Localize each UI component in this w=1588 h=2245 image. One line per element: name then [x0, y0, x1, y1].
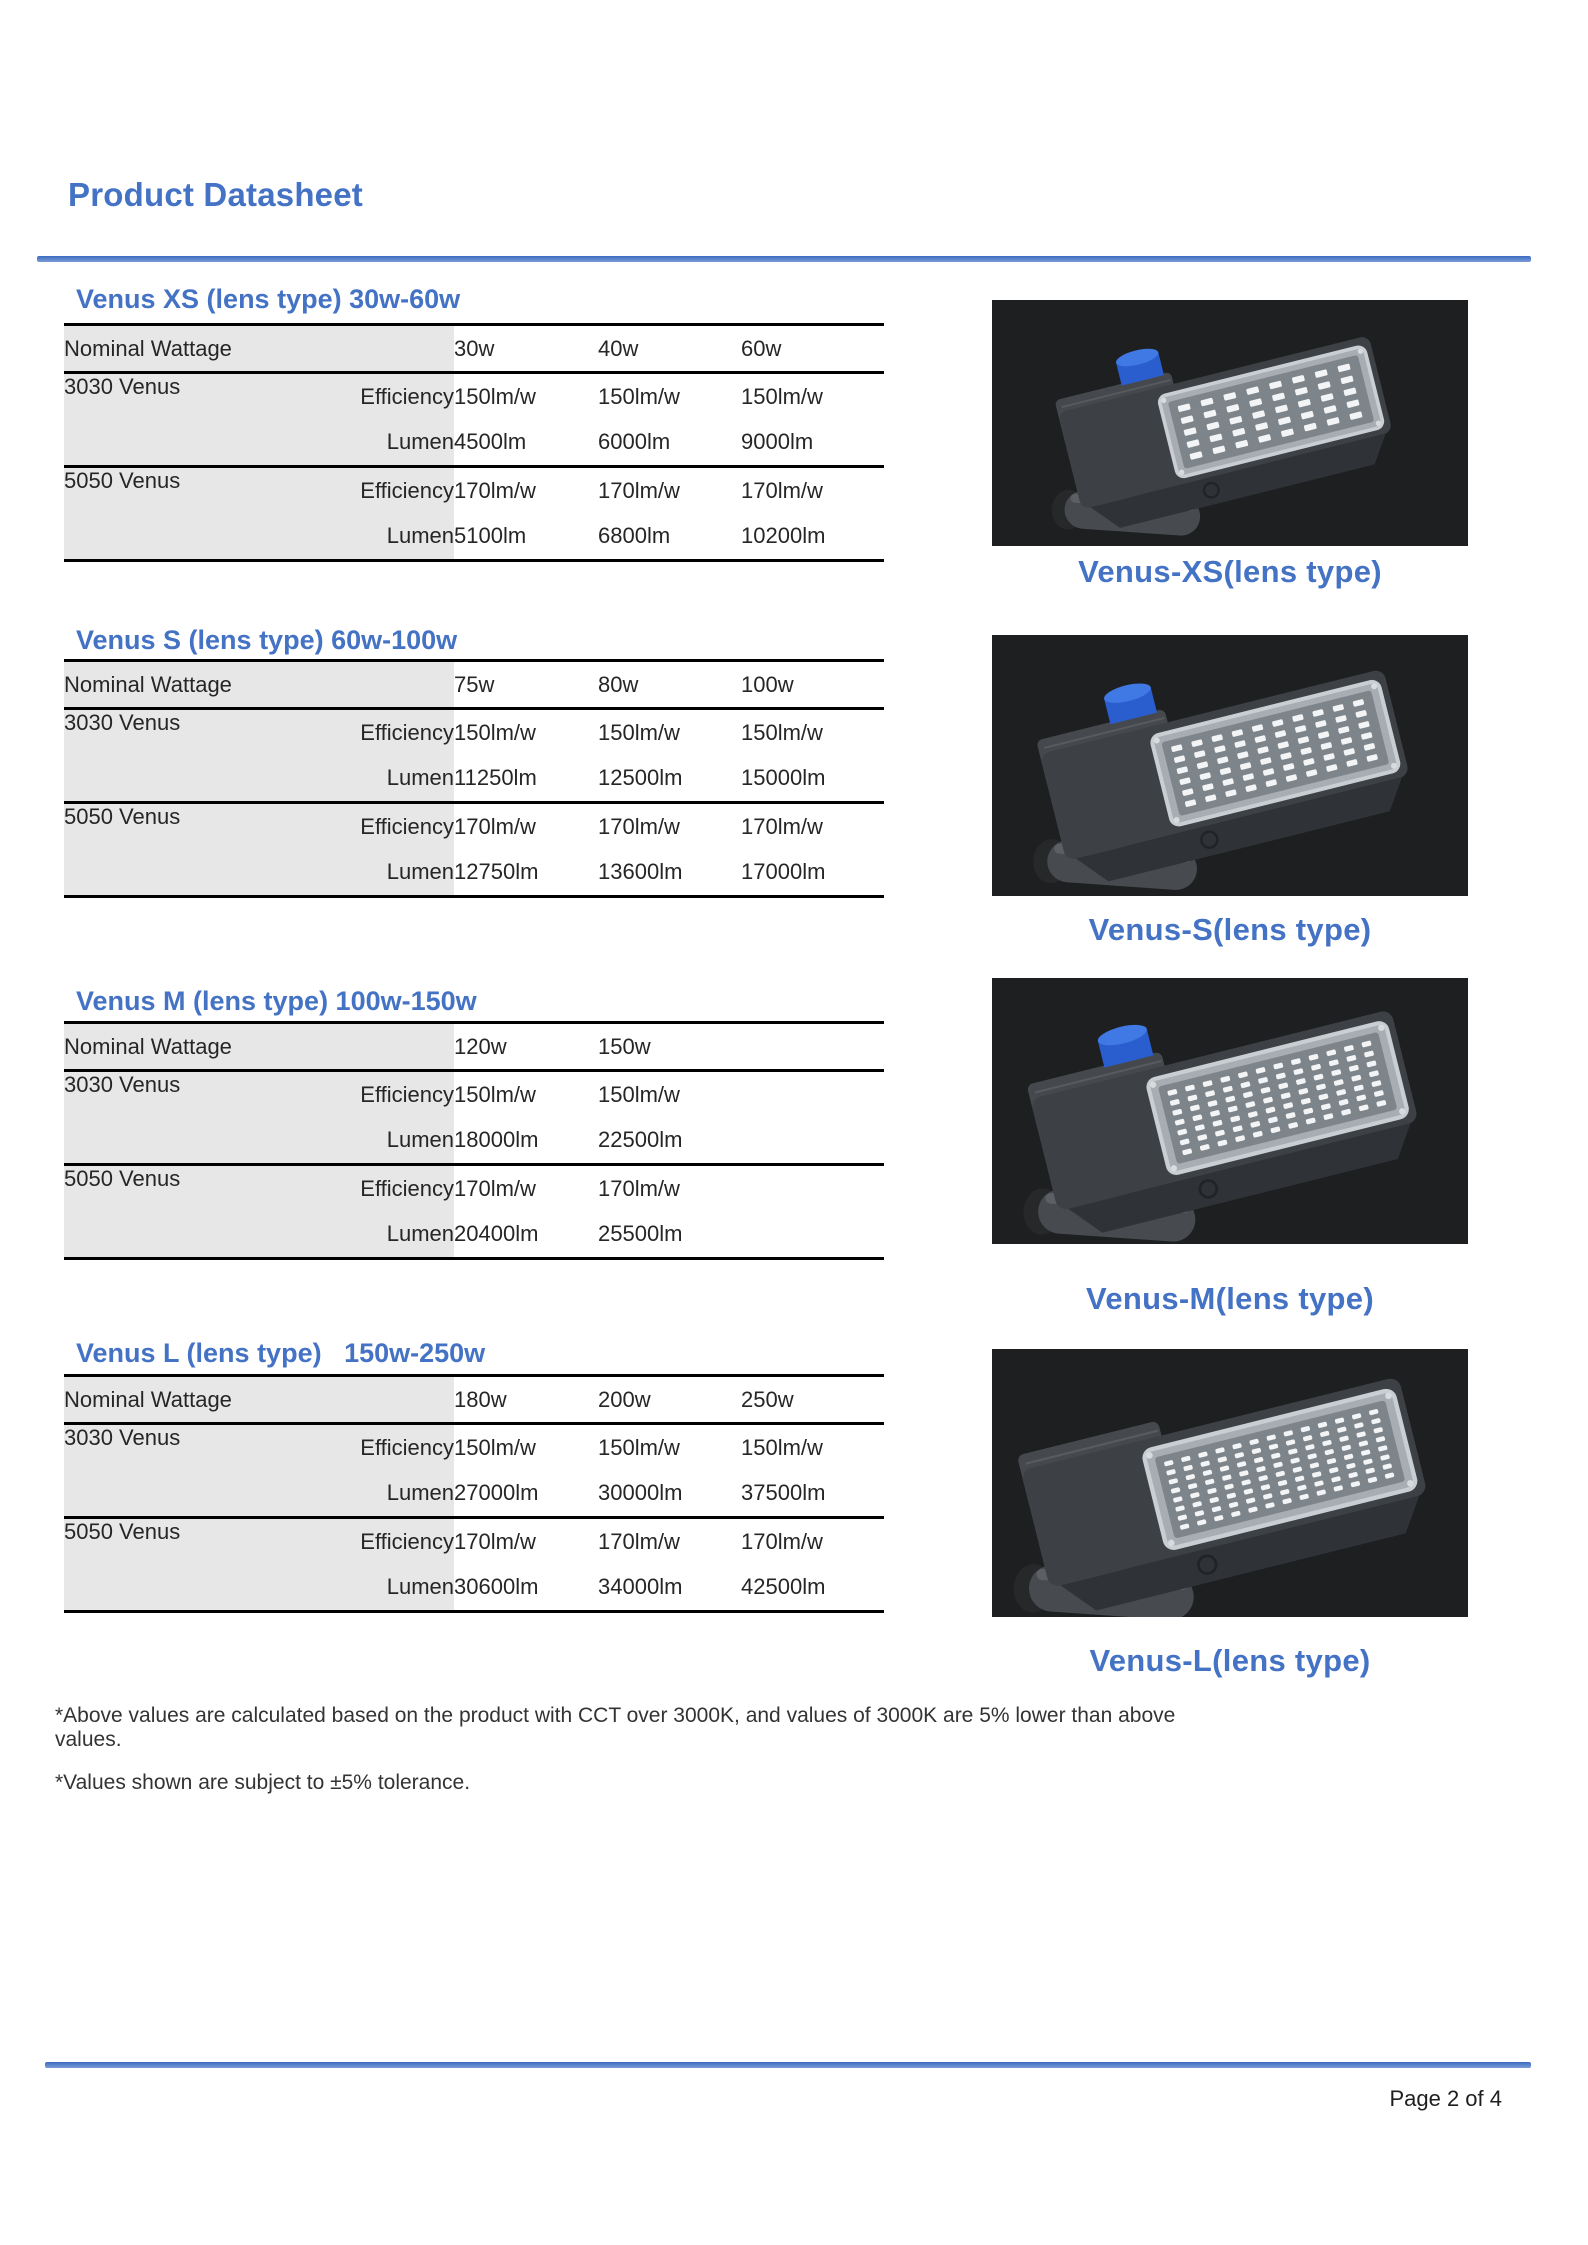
- value-cell: 17000lm: [741, 850, 884, 897]
- value-cell: [741, 1165, 884, 1212]
- footnotes: [55, 1704, 1235, 1795]
- wattage-header-cell: 30w: [454, 325, 598, 373]
- wattage-header-cell: 180w: [454, 1376, 598, 1424]
- value-cell: 150lm/w: [454, 373, 598, 420]
- value-cell: 150lm/w: [454, 1071, 598, 1118]
- wattage-header-cell: 100w: [741, 661, 884, 709]
- table-header-row: [64, 1023, 884, 1071]
- value-cell: 170lm/w: [741, 1518, 884, 1565]
- metric-label-cell: Lumen: [304, 1565, 454, 1612]
- wattage-header-cell: 80w: [598, 661, 741, 709]
- footnote-cct: *Above values are calculated based on the product with CCT over 3000K, and values of 3000K are 5% lower than above values.: [55, 1704, 1176, 1751]
- metric-label-cell: Lumen: [304, 1471, 454, 1518]
- value-cell: 170lm/w: [598, 1165, 741, 1212]
- metric-label-cell: Lumen: [304, 1118, 454, 1165]
- value-cell: 170lm/w: [741, 803, 884, 850]
- value-cell: 150lm/w: [741, 1424, 884, 1471]
- section-heading: Venus S (lens type) 60w-100w: [76, 625, 458, 655]
- section-heading: Venus XS (lens type) 30w-60w: [76, 284, 461, 314]
- wattage-header-cell: 75w: [454, 661, 598, 709]
- value-cell: 12500lm: [598, 756, 741, 803]
- spec-table: [64, 1021, 884, 1260]
- street-light-render: [992, 300, 1468, 546]
- value-cell: 37500lm: [741, 1471, 884, 1518]
- wattage-header-cell: 200w: [598, 1376, 741, 1424]
- group-label-cell: 3030 Venus: [64, 709, 304, 803]
- value-cell: 27000lm: [454, 1471, 598, 1518]
- value-cell: 30000lm: [598, 1471, 741, 1518]
- metric-label-cell: Efficiency: [304, 1424, 454, 1471]
- table-row: [64, 373, 884, 420]
- bottom-divider: [45, 2062, 1531, 2068]
- value-cell: 170lm/w: [598, 803, 741, 850]
- group-label-cell: 3030 Venus: [64, 373, 304, 467]
- metric-label-cell: Efficiency: [304, 803, 454, 850]
- metric-label-cell: Lumen: [304, 850, 454, 897]
- product-caption: Venus-S(lens type): [1088, 912, 1372, 947]
- table-row: [64, 467, 884, 514]
- metric-label-cell: Efficiency: [304, 709, 454, 756]
- value-cell: 4500lm: [454, 420, 598, 467]
- street-light-render: [992, 1349, 1468, 1617]
- value-cell: 150lm/w: [598, 1424, 741, 1471]
- value-cell: 6800lm: [598, 514, 741, 561]
- value-cell: 12750lm: [454, 850, 598, 897]
- value-cell: 22500lm: [598, 1118, 741, 1165]
- street-light-image: [992, 635, 1468, 896]
- value-cell: 11250lm: [454, 756, 598, 803]
- wattage-header-cell: [741, 1023, 884, 1071]
- spec-table: [64, 659, 884, 898]
- metric-label-cell: Lumen: [304, 514, 454, 561]
- metric-label-cell: Efficiency: [304, 467, 454, 514]
- table-row: [64, 1518, 884, 1565]
- nominal-wattage-label: Nominal Wattage: [64, 661, 454, 709]
- value-cell: 30600lm: [454, 1565, 598, 1612]
- group-label-cell: 5050 Venus: [64, 1518, 304, 1612]
- metric-label-cell: Lumen: [304, 756, 454, 803]
- value-cell: 150lm/w: [454, 709, 598, 756]
- street-light-render: [992, 978, 1468, 1244]
- value-cell: 15000lm: [741, 756, 884, 803]
- table-row: [64, 1071, 884, 1118]
- group-label-cell: 3030 Venus: [64, 1424, 304, 1518]
- spec-table: [64, 1374, 884, 1613]
- group-label-cell: 5050 Venus: [64, 803, 304, 897]
- value-cell: 6000lm: [598, 420, 741, 467]
- value-cell: 13600lm: [598, 850, 741, 897]
- value-cell: 150lm/w: [454, 1424, 598, 1471]
- section-heading: Venus L (lens type) 150w-250w: [76, 1338, 486, 1368]
- value-cell: 150lm/w: [598, 373, 741, 420]
- group-label-cell: 5050 Venus: [64, 467, 304, 561]
- value-cell: 34000lm: [598, 1565, 741, 1612]
- top-divider: [37, 256, 1531, 262]
- spec-table: [64, 323, 884, 562]
- value-cell: 18000lm: [454, 1118, 598, 1165]
- table-row: [64, 1424, 884, 1471]
- product-caption: Venus-M(lens type): [1086, 1281, 1374, 1316]
- street-light-image: [992, 300, 1468, 546]
- nominal-wattage-label: Nominal Wattage: [64, 325, 454, 373]
- nominal-wattage-label: Nominal Wattage: [64, 1023, 454, 1071]
- value-cell: 5100lm: [454, 514, 598, 561]
- table-row: [64, 709, 884, 756]
- wattage-header-cell: 40w: [598, 325, 741, 373]
- value-cell: 150lm/w: [741, 709, 884, 756]
- table-header-row: [64, 325, 884, 373]
- section-heading: Venus M (lens type) 100w-150w: [76, 986, 477, 1016]
- value-cell: 150lm/w: [741, 373, 884, 420]
- value-cell: 9000lm: [741, 420, 884, 467]
- value-cell: 10200lm: [741, 514, 884, 561]
- nominal-wattage-label: Nominal Wattage: [64, 1376, 454, 1424]
- value-cell: 42500lm: [741, 1565, 884, 1612]
- value-cell: 170lm/w: [598, 467, 741, 514]
- group-label-cell: 3030 Venus: [64, 1071, 304, 1165]
- wattage-header-cell: 250w: [741, 1376, 884, 1424]
- street-light-image: [992, 978, 1468, 1244]
- value-cell: 170lm/w: [454, 1518, 598, 1565]
- wattage-header-cell: 60w: [741, 325, 884, 373]
- value-cell: [741, 1071, 884, 1118]
- value-cell: 170lm/w: [454, 467, 598, 514]
- page-title: Product Datasheet: [68, 176, 363, 213]
- value-cell: 20400lm: [454, 1212, 598, 1259]
- value-cell: 25500lm: [598, 1212, 741, 1259]
- metric-label-cell: Lumen: [304, 1212, 454, 1259]
- value-cell: [741, 1118, 884, 1165]
- street-light-render: [992, 635, 1468, 896]
- metric-label-cell: Efficiency: [304, 1165, 454, 1212]
- table-header-row: [64, 661, 884, 709]
- page-number: Page 2 of 4: [1389, 2086, 1502, 2111]
- footnote-tolerance: *Values shown are subject to ±5% tolerance.: [55, 1771, 471, 1794]
- group-label-cell: 5050 Venus: [64, 1165, 304, 1259]
- table-row: [64, 1165, 884, 1212]
- product-caption: Venus-L(lens type): [1089, 1643, 1371, 1678]
- metric-label-cell: Efficiency: [304, 1518, 454, 1565]
- metric-label-cell: Efficiency: [304, 1071, 454, 1118]
- metric-label-cell: Lumen: [304, 420, 454, 467]
- product-caption: Venus-XS(lens type): [1078, 554, 1382, 589]
- value-cell: 150lm/w: [598, 709, 741, 756]
- value-cell: [741, 1212, 884, 1259]
- value-cell: 170lm/w: [454, 803, 598, 850]
- table-header-row: [64, 1376, 884, 1424]
- value-cell: 170lm/w: [741, 467, 884, 514]
- value-cell: 170lm/w: [454, 1165, 598, 1212]
- value-cell: 150lm/w: [598, 1071, 741, 1118]
- table-row: [64, 803, 884, 850]
- wattage-header-cell: 120w: [454, 1023, 598, 1071]
- value-cell: 170lm/w: [598, 1518, 741, 1565]
- wattage-header-cell: 150w: [598, 1023, 741, 1071]
- metric-label-cell: Efficiency: [304, 373, 454, 420]
- street-light-image: [992, 1349, 1468, 1617]
